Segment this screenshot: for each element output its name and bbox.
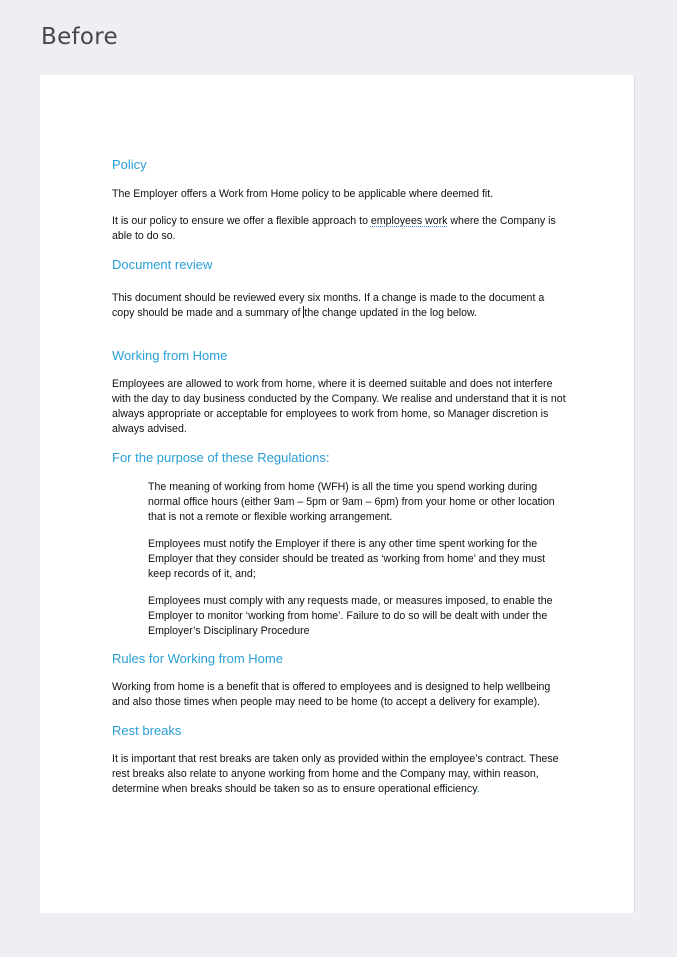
paragraph-document-review [112, 291, 567, 321]
paragraph-rules: Working from home is a benefit that is offered to employees and is designed to help wellbeing and also those times when people may need to be home (to accept a delivery for example). [112, 681, 551, 708]
heading-rest-breaks: Rest breaks [112, 723, 182, 738]
paragraph-regulation-2: Employees must notify the Employer if there is any other time spent working for the Employer that they consider should be treated as ‘working from home’ and they must keep records of it, and; [148, 538, 546, 580]
text-segment: It is our policy to ensure we offer a flexible approach to [112, 215, 371, 227]
paragraph-policy-2 [112, 214, 567, 244]
heading-purpose-regulations: For the purpose of these Regulations: [112, 450, 330, 465]
heading-working-from-home: Working from Home [112, 348, 228, 363]
document-page[interactable] [40, 75, 635, 913]
paragraph-working-from-home: Employees are allowed to work from home, where it is deemed suitable and does not interfere with the day to day business conducted by the Company. We realise and understand that it is not always appropriate or acceptable for employees to work from home, so Manager discretion is always advised. [112, 378, 566, 435]
heading-policy: Policy [112, 157, 147, 172]
text-segment: . [476, 783, 480, 795]
page-label: Before [41, 24, 118, 50]
paragraph-regulation-3: Employees must comply with any requests made, or measures imposed, to enable the Employer to monitor ‘working from home’. Failure to do so will be dealt with under the Employer’s Disciplinary Procedure [148, 595, 553, 637]
text-segment: the change updated in the log below. [304, 307, 477, 319]
heading-rules-working-from-home: Rules for Working from Home [112, 651, 283, 666]
text-segment: It is important that rest breaks are taken only as provided within the employee’s contract. These rest breaks also relate to anyone working from home and the Company may, within reason, determine when breaks should be taken so as to ensure operational efficiency [112, 753, 559, 795]
heading-document-review: Document review [112, 257, 213, 272]
text-segment: This document should be reviewed every six months. If a change is made to the document a copy should be made and a summary of [112, 292, 545, 319]
paragraph-rest-breaks [112, 752, 567, 797]
spellcheck-flagged-text[interactable]: employees work [370, 215, 448, 227]
paragraph-regulation-1: The meaning of working from home (WFH) is all the time you spend working during normal office hours (either 9am – 5pm or 9am – 6pm) from your home or other location that is not a remote or flexible working arrangement. [148, 481, 555, 523]
text-segment: where the Company is able to do so. [112, 215, 556, 242]
document-body[interactable] [112, 157, 567, 797]
paragraph-policy-1: The Employer offers a Work from Home policy to be applicable where deemed fit. [112, 188, 494, 200]
